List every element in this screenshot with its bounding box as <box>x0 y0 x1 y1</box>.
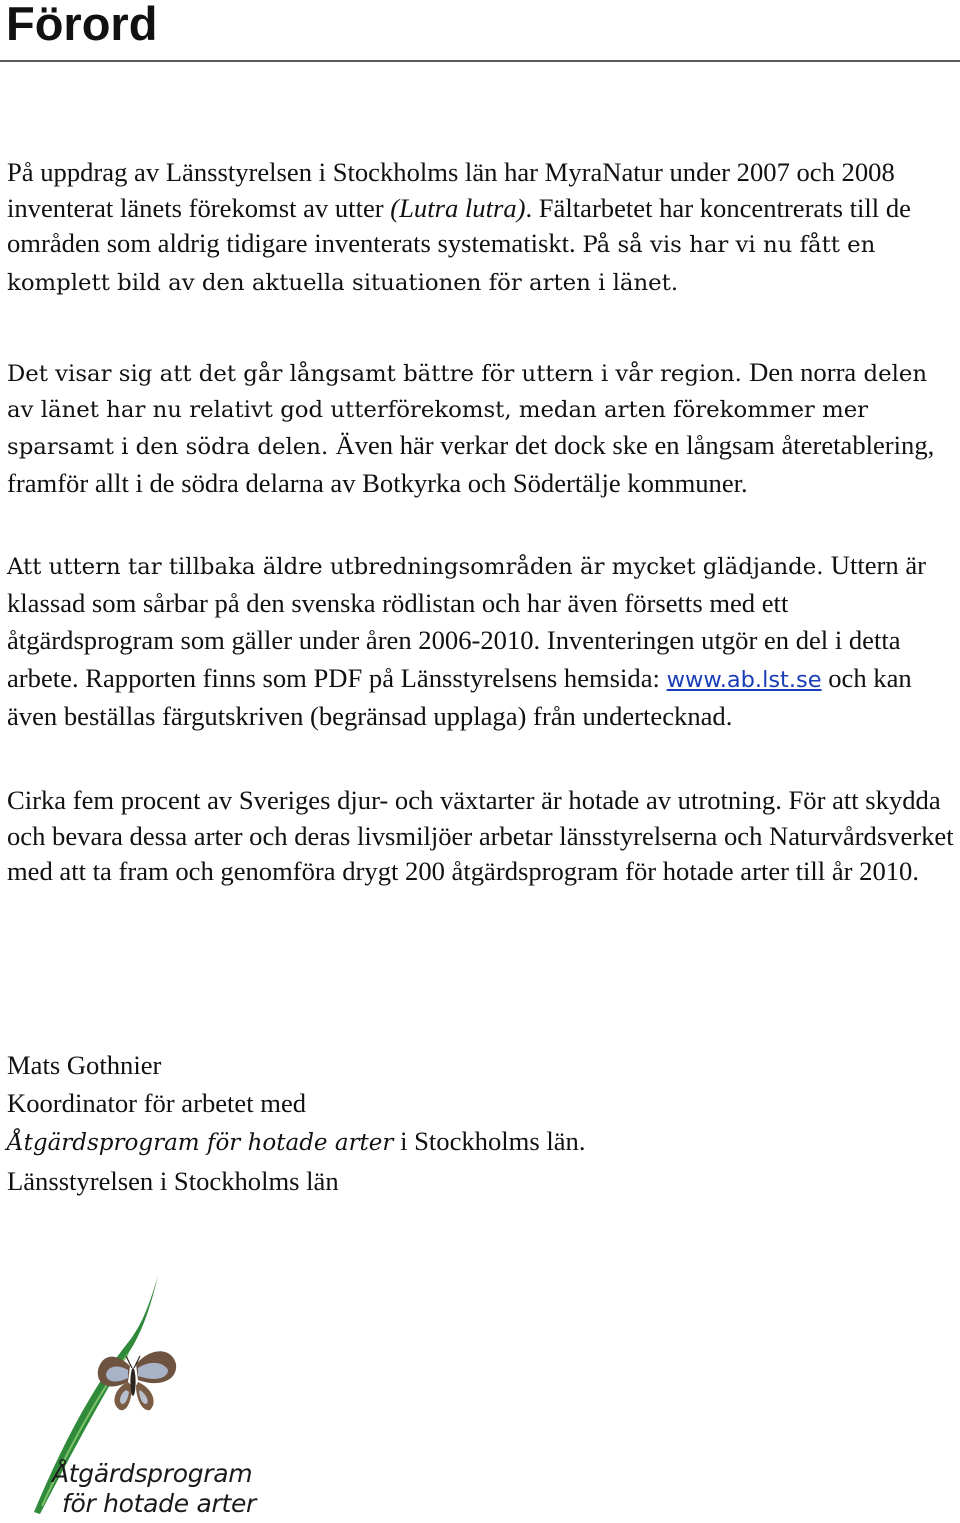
signature-program-title: Åtgärdsprogram för hotade arter <box>7 1130 394 1156</box>
paragraph-status <box>7 355 957 504</box>
paragraph-intro-part-a: På uppdrag av Länsstyrelsen i Stockholms län har MyraNatur under 2007 och 2008 inventerat länets förekomst av utter <box>7 157 895 223</box>
paragraph-report-part-b: Uttern <box>830 550 899 580</box>
signature-block <box>7 1046 586 1200</box>
paragraph-report-part-d: Inventeringen utgör en del i detta arbete. Rapporten finns som PDF på Länsstyrelsens hemsida: <box>7 625 901 694</box>
signature-organization: Länsstyrelsen i Stockholms län <box>7 1166 339 1196</box>
paragraph-report-part-e: och kan även beställas färgutskriven (begränsad upplaga) från undertecknad. <box>7 663 912 731</box>
heading-divider <box>0 60 960 62</box>
website-link[interactable]: www.ab.lst.se <box>666 667 822 694</box>
paragraph-status-part-c: delen av länet har nu relativt god utterförekomst, medan arten förekommer mer sparsamt i den södra delen. <box>7 361 928 461</box>
butterfly-icon <box>98 1351 176 1410</box>
paragraph-report-part-a: Att uttern tar tillbaka äldre utbredningsområden är mycket glädjande. <box>7 554 831 580</box>
paragraph-intro-part-c: . Fältarbetet har koncentrerats till de områden som aldrig tidigare inventerats systematiskt. <box>7 192 911 259</box>
page-title: Förord <box>6 0 158 50</box>
paragraph-status-part-a: Det visar sig att det går långsamt bättre för uttern i vår region. <box>7 361 750 387</box>
paragraph-background: Cirka fem procent av Sveriges djur- och växtarter är hotade av utrotning. För att skydda och bevara dessa arter och deras livsmiljöer arbetar länsstyrelserna och Naturvårdsverket med att ta fram och genomföra drygt 200 åtgärdsprogram för hotade arter till år 2010. <box>7 785 954 887</box>
paragraph-report <box>7 548 957 737</box>
signature-program <box>7 1122 586 1162</box>
signature-role: Koordinator för arbetet med <box>7 1088 307 1118</box>
signature-program-rest: i Stockholms län. <box>393 1126 586 1156</box>
paragraph-report-part-c: är klassad som sårbar på den svenska rödlistan och har även försetts med ett åtgärdsprogram som gäller under åren 2006-2010. <box>7 550 927 656</box>
paragraph-intro <box>7 155 957 302</box>
paragraph-status-part-b: Den norra <box>749 357 857 387</box>
logo-text-line1: Åtgärdsprogram <box>52 1459 253 1488</box>
logo-text-line2: för hotade arter <box>62 1489 257 1518</box>
paragraph-intro-part-d: På så vis har vi nu fått en komplett bild av den aktuella situationen för arten i länet. <box>7 232 876 297</box>
paragraph-status-part-d: Även här verkar det dock ske en långsam återetablering, framför allt i de södra delarna av Botkyrka och Södertälje kommuner. <box>7 430 935 499</box>
signature-name: Mats Gothnier <box>7 1050 162 1080</box>
species-latin-name: (Lutra lutra) <box>390 192 526 223</box>
